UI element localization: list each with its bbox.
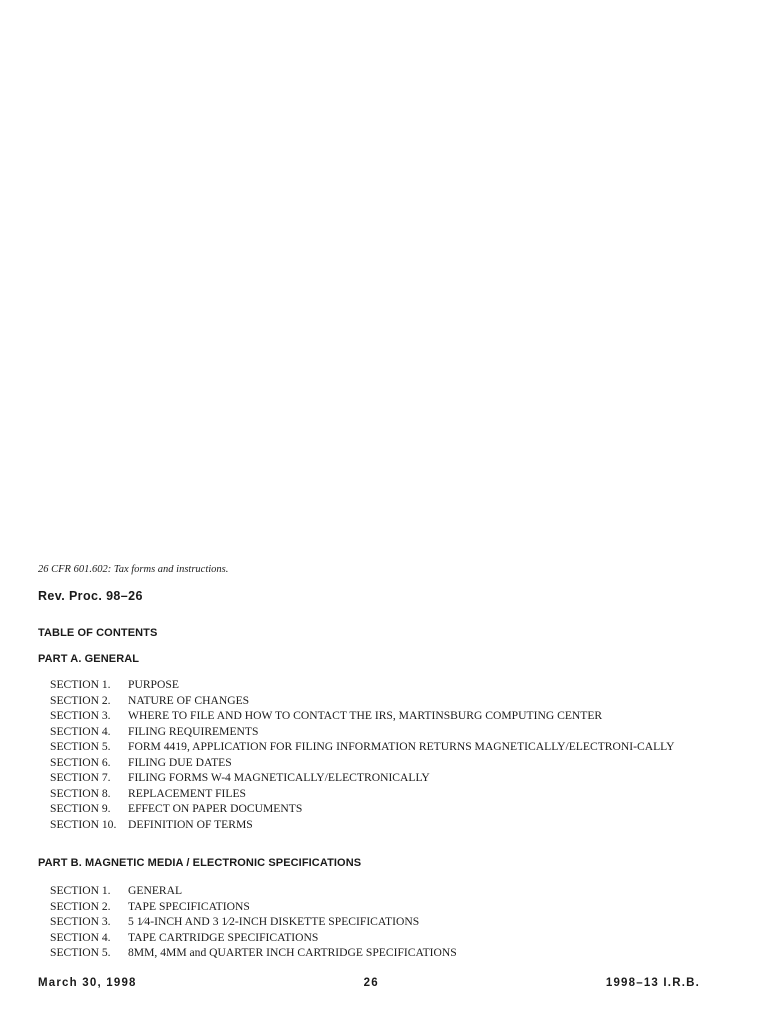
toc-entry (50, 801, 710, 817)
part-a-heading: PART A. GENERAL (38, 653, 140, 665)
section-number: SECTION 1. (50, 884, 111, 897)
section-number: SECTION 4. (50, 724, 111, 738)
section-number: SECTION 9. (50, 802, 111, 815)
section-number: SECTION 8. (50, 786, 111, 800)
toc-heading: TABLE OF CONTENTS (38, 627, 158, 639)
section-number: SECTION 3. (50, 915, 111, 928)
bulletin-id: 1998–13 I.R.B. (605, 977, 700, 989)
section-title: REPLACEMENT FILES (128, 786, 246, 800)
section-title: WHERE TO FILE AND HOW TO CONTACT THE IRS, MARTINSBURG COMPUTING CENTER (128, 709, 603, 722)
page-number: 26 (363, 977, 379, 989)
section-title: GENERAL (128, 884, 183, 897)
part-a-section-list (50, 677, 710, 832)
section-title: FILING DUE DATES (128, 755, 232, 769)
section-number: SECTION 3. (50, 709, 111, 722)
toc-entry (50, 770, 710, 786)
section-number: SECTION 7. (50, 771, 111, 784)
toc-entry (50, 693, 710, 709)
section-title: PURPOSE (128, 678, 179, 691)
rev-proc-title: Rev. Proc. 98–26 (38, 589, 143, 603)
toc-entry (50, 755, 710, 771)
section-title: DEFINITION OF TERMS (128, 817, 253, 831)
toc-entry (50, 677, 710, 693)
section-title: 5 1⁄4-INCH AND 3 1⁄2-INCH DISKETTE SPECIFICATIONS (128, 915, 420, 928)
page-footer (38, 977, 700, 989)
section-title: 8MM, 4MM and QUARTER INCH CARTRIDGE SPECIFICATIONS (128, 946, 457, 959)
section-number: SECTION 1. (50, 678, 111, 691)
section-title: TAPE CARTRIDGE SPECIFICATIONS (128, 930, 319, 944)
part-b-section-list (50, 883, 710, 961)
section-number: SECTION 2. (50, 693, 111, 707)
section-title: EFFECT ON PAPER DOCUMENTS (128, 802, 303, 815)
toc-entry (50, 914, 710, 930)
toc-entry (50, 724, 710, 740)
toc-entry (50, 739, 710, 755)
section-number: SECTION 10. (50, 817, 117, 831)
section-title: TAPE SPECIFICATIONS (128, 899, 250, 913)
section-title: FORM 4419, APPLICATION FOR FILING INFORMATION RETURNS MAGNETICALLY/ELECTRONI-CALLY (128, 740, 675, 753)
section-number: SECTION 5. (50, 946, 111, 959)
toc-entry (50, 786, 710, 802)
toc-entry (50, 883, 710, 899)
part-b-heading: PART B. MAGNETIC MEDIA / ELECTRONIC SPECIFICATIONS (38, 857, 362, 869)
toc-entry (50, 899, 710, 915)
section-title: FILING REQUIREMENTS (128, 724, 259, 738)
section-number: SECTION 6. (50, 755, 111, 769)
toc-entry (50, 930, 710, 946)
footer-date: March 30, 1998 (38, 977, 137, 989)
section-number: SECTION 2. (50, 899, 111, 913)
toc-entry (50, 945, 710, 961)
section-number: SECTION 5. (50, 740, 111, 753)
toc-entry (50, 817, 710, 833)
section-number: SECTION 4. (50, 930, 111, 944)
section-title: FILING FORMS W-4 MAGNETICALLY/ELECTRONICALLY (128, 771, 430, 784)
section-title: NATURE OF CHANGES (128, 693, 250, 707)
citation: 26 CFR 601.602: Tax forms and instructions. (38, 564, 229, 575)
toc-entry (50, 708, 710, 724)
